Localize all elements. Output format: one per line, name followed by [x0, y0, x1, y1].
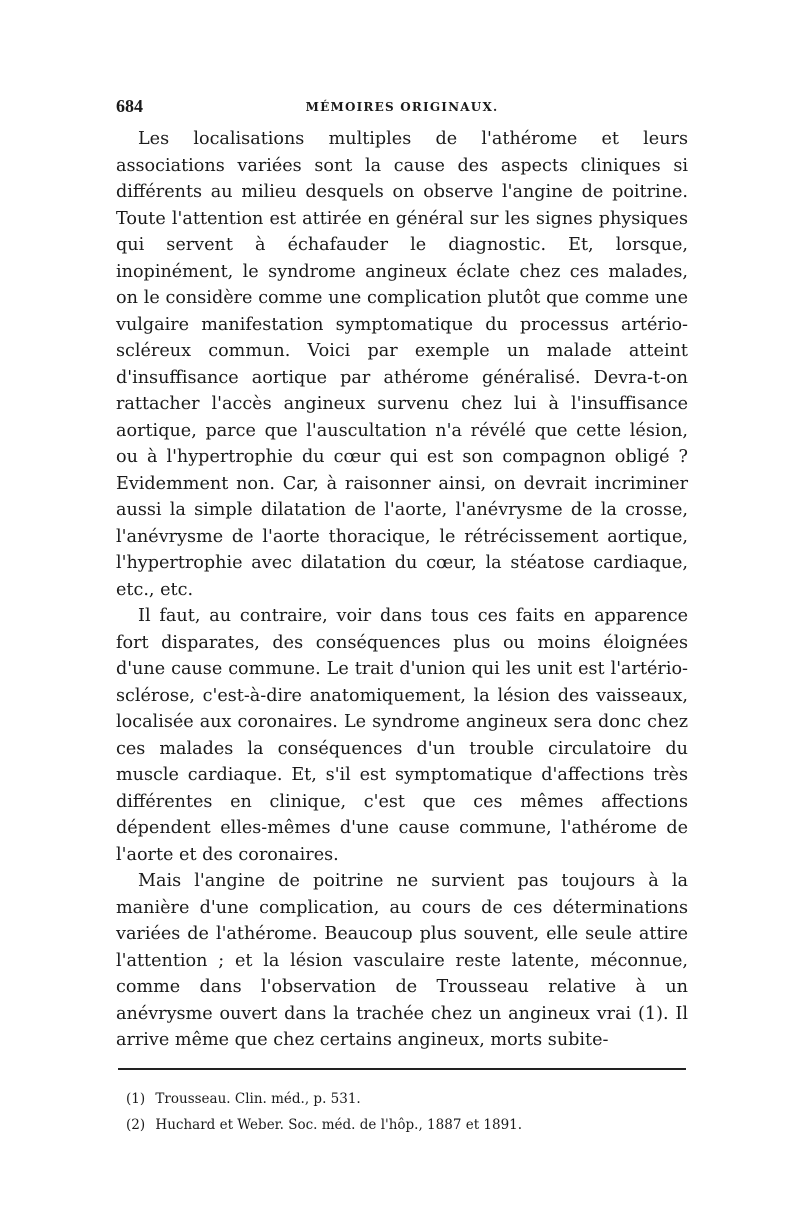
footnote-text: Huchard et Weber. Soc. méd. de l'hôp., 1887 et 1891.: [155, 1116, 523, 1133]
paragraph: Mais l'angine de poitrine ne survient pas toujours à la manière d'une complication, au cours de ces déterminations variées de l'athérome. Beaucoup plus souvent, elle seule attire l'attention ; et la lésion vasculaire reste latente, méconnue, comme dans l'observation de Trousseau relative à un anévrysme ouvert dans la trachée chez un angineux vrai (1). Il arrive même que chez certains angineux, morts subite-: [116, 871, 688, 1050]
footnote-text: Trousseau. Clin. méd., p. 531.: [155, 1090, 361, 1107]
paragraph: Il faut, au contraire, voir dans tous ces faits en apparence fort disparates, des conséquences plus ou moins éloignées d'une cause commune. Le trait d'union qui les unit est l'artério-sclérose, c'est-à-dire anatomiquement, la lésion des vaisseaux, localisée aux coronaires. Le syndrome angineux sera donc chez ces malades la conséquences d'un trouble circulatoire du muscle cardiaque. Et, s'il est symptomatique d'affections très différentes en clinique, c'est que ces mêmes affections dépendent elles-mêmes d'une cause commune, l'athérome de l'aorte et des coronaires.: [116, 606, 688, 865]
body-text: [116, 126, 688, 1054]
footnote-mark: (1): [126, 1090, 146, 1107]
footnote-mark: (2): [126, 1116, 146, 1133]
running-title: MÉMOIRES ORIGINAUX.: [305, 100, 499, 114]
footnote-divider: [118, 1068, 686, 1070]
footnote: [126, 1112, 688, 1138]
footnote: [126, 1086, 688, 1112]
page-header: [116, 96, 688, 120]
book-page: [116, 96, 688, 1138]
page-number: 684: [116, 96, 143, 116]
paragraph: Les localisations multiples de l'athérome et leurs associations variées sont la cause des aspects cliniques si différents au milieu desquels on observe l'angine de poitrine. Toute l'attention est attirée en général sur les signes physiques qui servent à échafauder le diagnostic. Et, lorsque, inopinément, le syndrome angineux éclate chez ces malades, on le considère comme une complication plutôt que comme une vulgaire manifestation symptomatique du processus artério-scléreux commun. Voici par exemple un malade atteint d'insuffisance aortique par athérome généralisé. Devra-t-on rattacher l'accès angineux survenu chez lui à l'insuffisance aortique, parce que l'auscultation n'a révélé que cette lésion, ou à l'hypertrophie du cœur qui est son compagnon obligé ? Evidemment non. Car, à raisonner ainsi, on devrait incriminer aussi la simple dilatation de l'aorte, l'anévrysme de la crosse, l'anévrysme de l'aorte thoracique, le rétrécissement aortique, l'hypertrophie avec dilatation du cœur, la stéatose cardiaque, etc., etc.: [116, 129, 688, 600]
footnotes: [126, 1086, 688, 1138]
